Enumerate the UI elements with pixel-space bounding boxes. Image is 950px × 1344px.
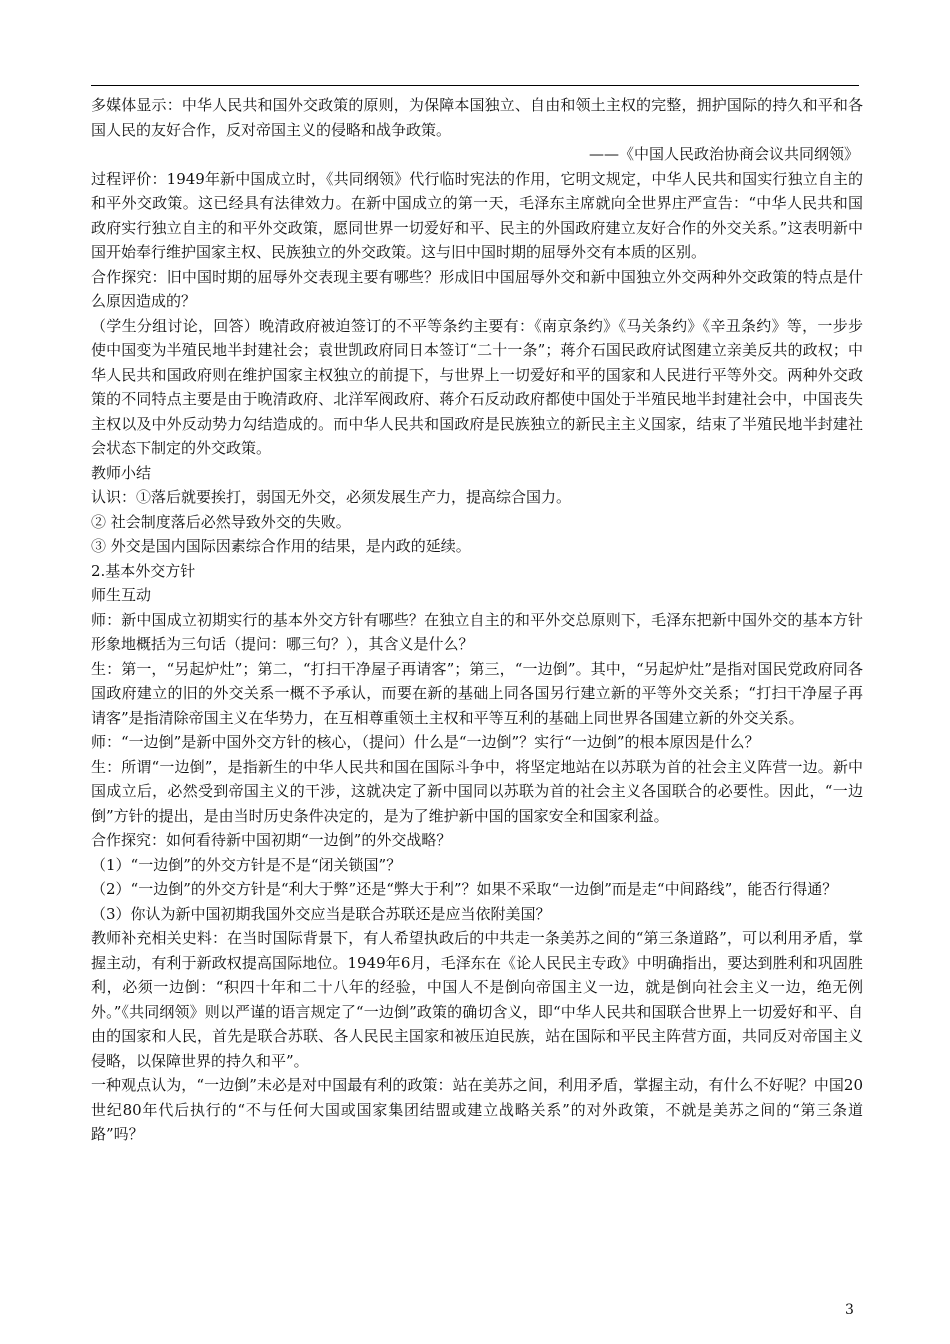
document-body — [91, 93, 863, 1147]
paragraph-process-evaluation: 过程评价：1949年新中国成立时，《共同纲领》代行临时宪法的作用，它明文规定，中华人民共和国实行独立自主的和平外交政策。这已经具有法律效力。在新中国成立的第一天，毛泽东主席就向全世界庄严宣告：“中华人民共和国政府实行独立自主的和平外交政策，愿同世界一切爱好和平、民主的外国政府建立友好合作的外交关系。”这表明新中国开始奉行维护国家主权、民族独立的外交政策。这与旧中国时期的屈辱外交有本质的区别。 — [91, 169, 863, 261]
header-rule — [91, 85, 859, 86]
summary-point-3: ③ 外交是国内国际因素综合作用的结果，是内政的延续。 — [91, 537, 471, 555]
paragraph-teacher-question-2: 师：“一边倒”是新中国外交方针的核心，（提问）什么是“一边倒”？实行“一边倒”的根本原因是什么？ — [91, 733, 760, 751]
paragraph-student-answer-1: 生：第一，“另起炉灶”；第二，“打扫干净屋子再请客”；第三，“一边倒”。其中，“另起炉灶”是指对国民党政府同各国政府建立的旧的外交关系一概不予承认，而要在新的基础上同各国另行建立新的平等外交关系；“打扫干净屋子再请客”是指清除帝国主义在华势力，在互相尊重领土主权和平等互利的基础上同世界各国建立新的外交关系。 — [91, 659, 863, 727]
paragraph-teacher-question-1: 师：新中国成立初期实行的基本外交方针有哪些？在独立自主的和平外交总原则下，毛泽东把新中国外交的基本方针形象地概括为三句话（提问：哪三句？），其含义是什么？ — [91, 610, 863, 653]
inquiry-question-3: （3）你认为新中国初期我国外交应当是联合苏联还是应当依附美国？ — [91, 904, 551, 923]
paragraph-multimedia-display: 多媒体显示：中华人民共和国外交政策的原则，为保障本国独立、自由和领土主权的完整，拥护国际的持久和平和各国人民的友好合作，反对帝国主义的侵略和战争政策。 — [91, 96, 863, 139]
heading-teacher-summary: 教师小结 — [91, 463, 152, 482]
paragraph-cooperative-inquiry-2: 合作探究：如何看待新中国初期“一边倒”的外交战略？ — [91, 831, 452, 849]
paragraph-cooperative-inquiry-1: 合作探究：旧中国时期的屈辱外交表现主要有哪些？形成旧中国屈辱外交和新中国独立外交两种外交政策的特点是什么原因造成的？ — [91, 267, 863, 310]
inquiry-question-1: （1）“一边倒”的外交方针是不是“闭关锁国”？ — [91, 855, 402, 874]
section-heading-basic-policy: 2.基本外交方针 — [91, 561, 196, 580]
paragraph-student-answer-2: 生：所谓“一边倒”，是指新生的中华人民共和国在国际斗争中，将坚定地站在以苏联为首的社会主义阵营一边。新中国成立后，必然受到帝国主义的干涉，这就决定了新中国同以苏联为首的社会主义各国联合的必要性。因此，“一边倒”方针的提出，是由当时历史条件决定的，是为了维护新中国的国家安全和国家利益。 — [91, 757, 863, 825]
inquiry-question-2: （2）“一边倒”的外交方针是“利大于弊”还是“弊大于利”？如果不采取“一边倒”而是走“中间路线”，能否行得通？ — [91, 880, 838, 898]
paragraph-supplementary-material: 教师补充相关史料：在当时国际背景下，有人希望执政后的中共走一条美苏之间的“第三条道路”，可以利用矛盾，掌握主动，有利于新政权提高国际地位。1949年6月，毛泽东在《论人民民主专政》中明确指出，要达到胜利和巩固胜利，必须一边倒：“积四十年和二十八年的经验，中国人不是倒向帝国主义一边，就是倒向社会主义一边，绝无例外。”《共同纲领》则以严谨的语言规定了“一边倒”政策的确切含义，即“中华人民共和国联合世界上一切爱好和平、自由的国家和人民，首先是联合苏联、各人民民主国家和被压迫民族，站在国际和平民主阵营方面，共同反对帝国主义侵略，以保障世界的持久和平”。 — [91, 929, 863, 1070]
paragraph-student-discussion: （学生分组讨论，回答）晚清政府被迫签订的不平等条约主要有：《南京条约》《马关条约》《辛丑条约》等，一步步使中国变为半殖民地半封建社会；袁世凯政府同日本签订“二十一条”；蒋介石国民政府试图建立亲美反共的政权；中华人民共和国政府则在维护国家主权独立的前提下，与世界上一切爱好和平的国家和人民进行平等外交。两种外交政策的不同特点主要是由于晚清政府、北洋军阀政府、蒋介石反动政府都使中国处于半殖民地半封建社会中，中国丧失主权以及中外反动势力勾结造成的。而中华人民共和国政府是民族独立的新民主主义国家，结束了半殖民地半封建社会状态下制定的外交政策。 — [91, 316, 863, 457]
summary-point-1: 认识：①落后就要挨打，弱国无外交，必须发展生产力，提高综合国力。 — [91, 488, 572, 506]
citation-common-program: ——《中国人民政治协商会议共同纲领》 — [588, 145, 859, 163]
summary-point-2: ② 社会制度落后必然导致外交的失败。 — [91, 512, 351, 531]
paragraph-alternative-view: 一种观点认为，“一边倒”未必是对中国最有利的政策：站在美苏之间，利用矛盾，掌握主动，有什么不好呢？中国20世纪80年代后执行的“不与任何大国或国家集团结盟或建立战略关系”的对外政策，不就是美苏之间的“第三条道路”吗？ — [91, 1076, 863, 1143]
page-number: 3 — [845, 1302, 854, 1318]
heading-teacher-student-interaction: 师生互动 — [91, 586, 152, 604]
